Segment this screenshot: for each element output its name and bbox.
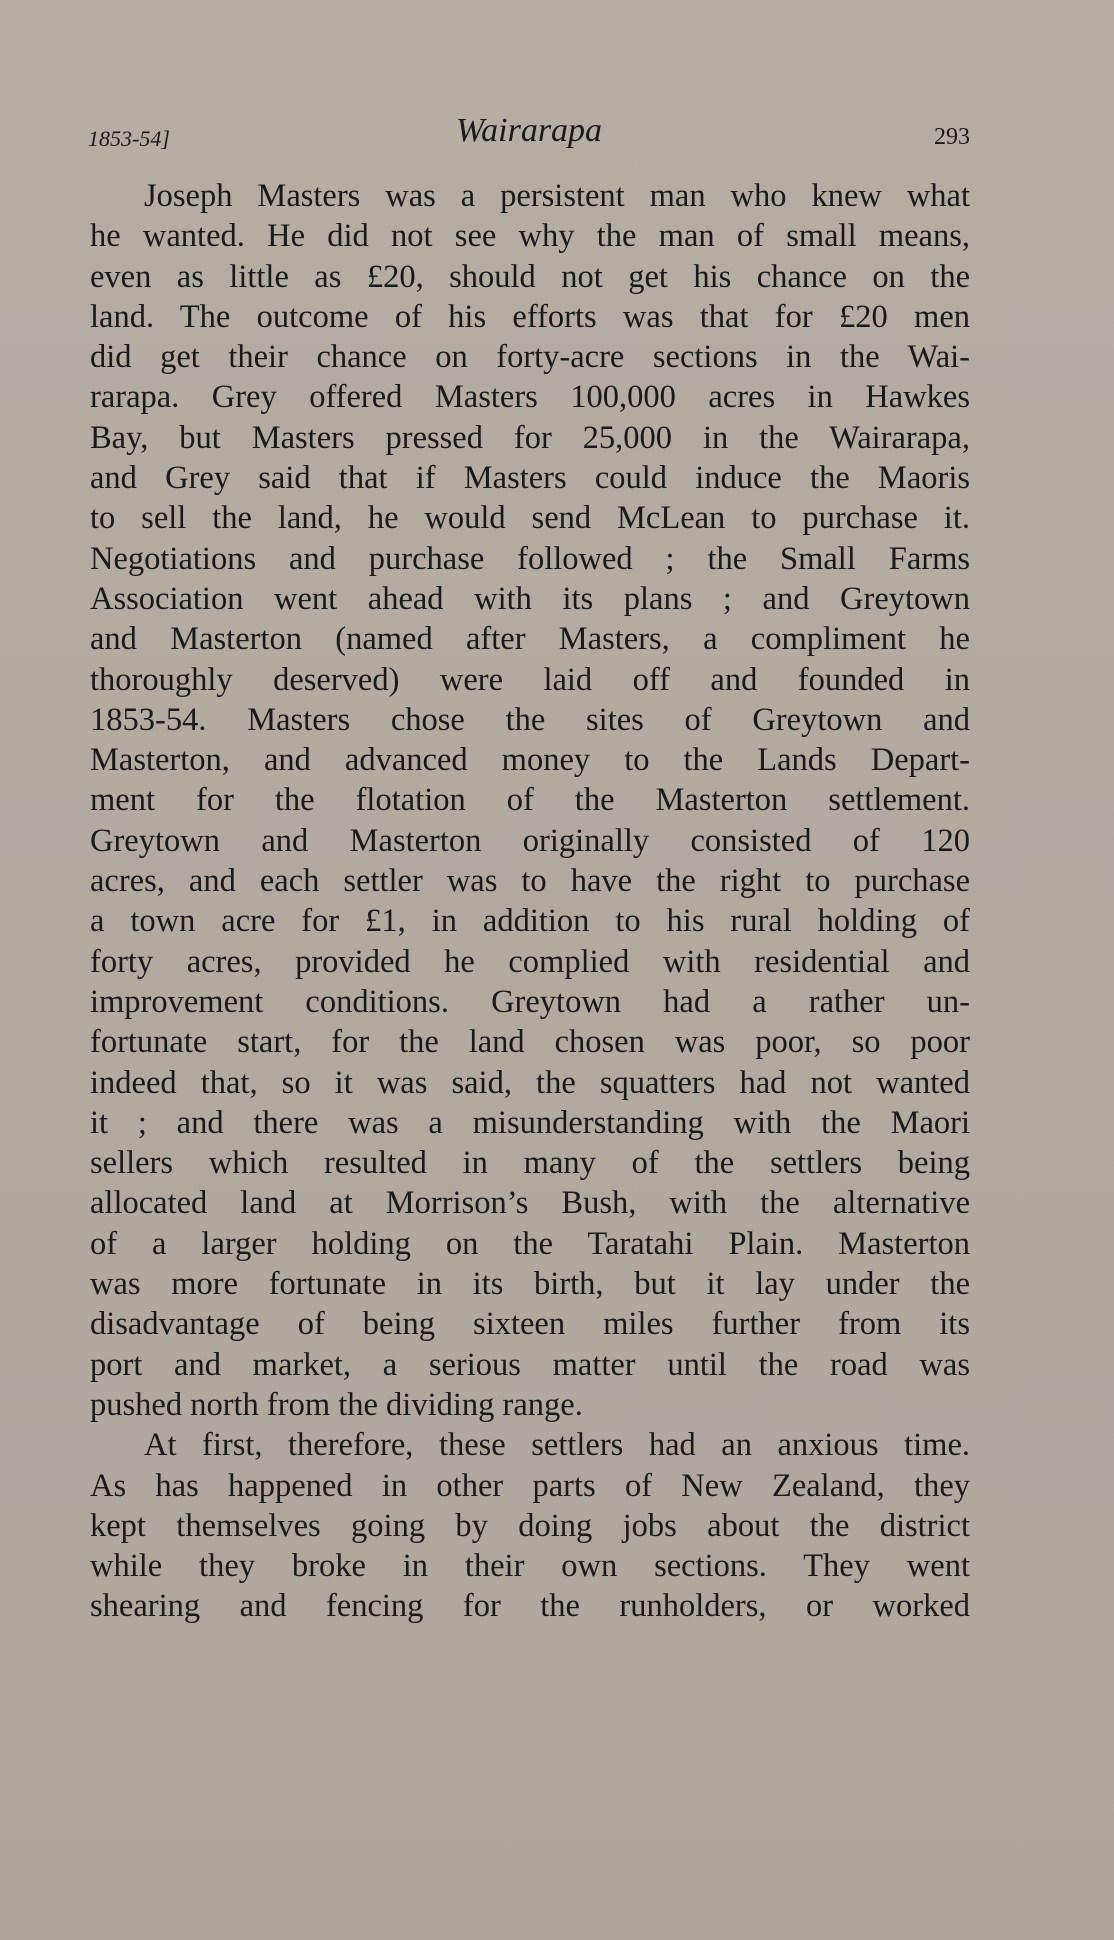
text-line: of a larger holding on the Taratahi Plain. Masterton: [90, 1225, 970, 1262]
text-line: indeed that, so it was said, the squatters had not wanted: [90, 1064, 970, 1101]
text-line: disadvantage of being sixteen miles further from its: [90, 1306, 970, 1343]
text-line: thoroughly deserved) were laid off and founded in: [90, 661, 970, 698]
text-line: Greytown and Masterton originally consisted of 120: [90, 822, 970, 859]
text-line: Masterton, and advanced money to the Lands Depart-: [90, 742, 970, 779]
text-line: was more fortunate in its birth, but it lay under the: [90, 1266, 970, 1303]
body-text: [90, 176, 970, 1627]
text-line: rarapa. Grey offered Masters 100,000 acres in Hawkes: [90, 379, 970, 416]
text-line: did get their chance on forty-acre sections in the Wai-: [90, 339, 970, 376]
text-line: while they broke in their own sections. They went: [90, 1548, 970, 1585]
running-head: [88, 112, 970, 162]
page-number: 293: [934, 124, 970, 150]
running-head-title: Wairarapa: [455, 112, 603, 149]
running-head-date-range: 1853-54]: [88, 126, 170, 151]
text-line: even as little as £20, should not get his chance on the: [90, 258, 970, 295]
text-line: acres, and each settler was to have the right to purchase: [90, 863, 970, 900]
text-line: sellers which resulted in many of the settlers being: [90, 1145, 970, 1182]
text-line: it ; and there was a misunderstanding with the Maori: [90, 1104, 970, 1141]
text-line: pushed north from the dividing range.: [90, 1386, 583, 1423]
text-line: improvement conditions. Greytown had a rather un-: [90, 983, 970, 1020]
text-line: forty acres, provided he complied with residential and: [90, 943, 970, 980]
text-line: fortunate start, for the land chosen was poor, so poor: [90, 1024, 970, 1061]
text-line: a town acre for £1, in addition to his rural holding of: [90, 903, 970, 940]
text-line: allocated land at Morrison’s Bush, with the alternative: [90, 1185, 970, 1222]
text-line: ment for the flotation of the Masterton settlement.: [90, 782, 970, 819]
text-line: As has happened in other parts of New Zealand, they: [90, 1467, 970, 1504]
text-line: At first, therefore, these settlers had an anxious time.: [144, 1427, 970, 1464]
text-line: land. The outcome of his efforts was that for £20 men: [90, 298, 970, 335]
text-line: shearing and fencing for the runholders, or worked: [90, 1588, 970, 1625]
text-line: to sell the land, he would send McLean to purchase it.: [90, 500, 970, 537]
paragraph-2: [90, 1425, 970, 1626]
text-line: and Masterton (named after Masters, a compliment he: [90, 621, 970, 658]
text-line: port and market, a serious matter until the road was: [90, 1346, 970, 1383]
text-line: kept themselves going by doing jobs about the district: [90, 1507, 970, 1544]
text-line: Bay, but Masters pressed for 25,000 in the Wairarapa,: [90, 419, 970, 456]
paragraph-1: [90, 176, 970, 1425]
text-line: Joseph Masters was a persistent man who knew what: [144, 178, 970, 214]
text-line: 1853-54. Masters chose the sites of Greytown and: [90, 701, 970, 738]
text-line: and Grey said that if Masters could induce the Maoris: [90, 460, 970, 497]
text-line: he wanted. He did not see why the man of small means,: [90, 218, 970, 255]
text-line: Association went ahead with its plans ; and Greytown: [90, 580, 970, 617]
text-line: Negotiations and purchase followed ; the Small Farms: [90, 540, 970, 577]
